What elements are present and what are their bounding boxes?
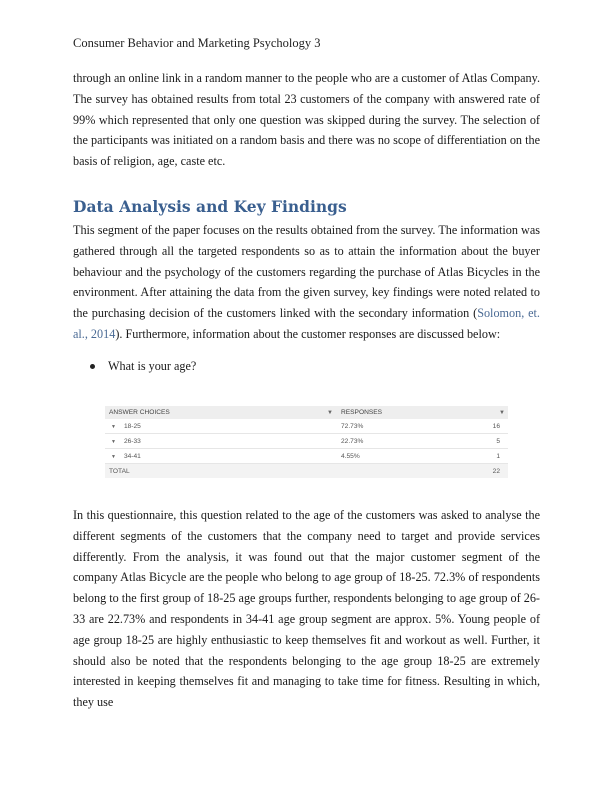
answer-choices-header[interactable]: ANSWER CHOICES <box>109 409 170 416</box>
question-text: What is your age? <box>108 359 197 373</box>
expand-triangle-icon[interactable]: ▼ <box>111 453 116 460</box>
response-count: 16 <box>492 422 500 430</box>
sort-down-icon[interactable]: ▼ <box>327 409 333 416</box>
total-count: 22 <box>492 467 500 475</box>
analysis-paragraph: In this questionnaire, this question related to the age of the customers was asked to analyse the different segments of the customers that the company need to target and provide services differently. From the analysis, it was found out that the major customer segment of the company Atlas Bicycle are the people who belong to age group of 18-25. 72.3% of respondents belong to the first group of 18-25 age groups further, respondents belonging to age group of 26-33 are 22.73% and respondents in 34-41 age group segment are approx. 5%. Young people of age group 18-25 are highly enthusiastic to keep themselves fit and workout as well. Further, it should also be noted that the respondents belonging to the age group 18-25 are extremely interested in keeping themselves fit and managing to take time for fitness. Resulting in which, they use <box>73 508 540 710</box>
table-header-row <box>105 406 508 419</box>
table-row <box>105 434 508 449</box>
response-count: 1 <box>496 452 500 460</box>
citation-link[interactable]: Solomon, et. al., 2014 <box>73 306 540 341</box>
expand-triangle-icon[interactable]: ▼ <box>111 423 116 430</box>
question-bullet <box>90 356 196 377</box>
table-row <box>105 419 508 434</box>
response-percent: 72.73% <box>341 422 364 430</box>
section-heading: Data Analysis and Key Findings <box>73 197 347 216</box>
running-header: Consumer Behavior and Marketing Psychology 3 <box>73 36 321 50</box>
response-percent: 22.73% <box>341 437 364 445</box>
response-count: 5 <box>496 437 500 445</box>
section-paragraph-tail: ). Furthermore, information about the customer responses are discussed below: <box>115 326 501 341</box>
answer-choice: 34-41 <box>123 452 141 460</box>
intro-paragraph: through an online link in a random manner to the people who are a customer of Atlas Company. The survey has obtained results from total 23 customers of the company with answered rate of 99% which represented that only one question was skipped during the survey. The selection of the participants was initiated on a random basis and there was no scope of differentiation on the basis of religion, age, caste etc. <box>73 71 540 169</box>
responses-header[interactable]: RESPONSES <box>341 409 383 416</box>
table-row <box>105 449 508 464</box>
response-percent: 4.55% <box>341 452 360 460</box>
survey-results-table <box>105 406 508 478</box>
sort-down-icon[interactable]: ▼ <box>499 409 505 416</box>
section-paragraph <box>73 220 540 345</box>
table-total-row <box>105 464 508 478</box>
bullet-icon <box>90 364 95 369</box>
answer-choice: 26-33 <box>123 437 141 445</box>
expand-triangle-icon[interactable]: ▼ <box>111 438 116 445</box>
total-label: TOTAL <box>109 467 130 475</box>
answer-choice: 18-25 <box>123 422 141 430</box>
section-paragraph-main: This segment of the paper focuses on the results obtained from the survey. The information was gathered through all the targeted respondents so as to attain the information about the buyer behaviour and the psychology of the customers regarding the purchase of Atlas Bicycles in the environment. After attaining the data from the given survey, key findings were noted related to the purchasing decision of the customers linked with the secondary information ( <box>73 223 540 321</box>
